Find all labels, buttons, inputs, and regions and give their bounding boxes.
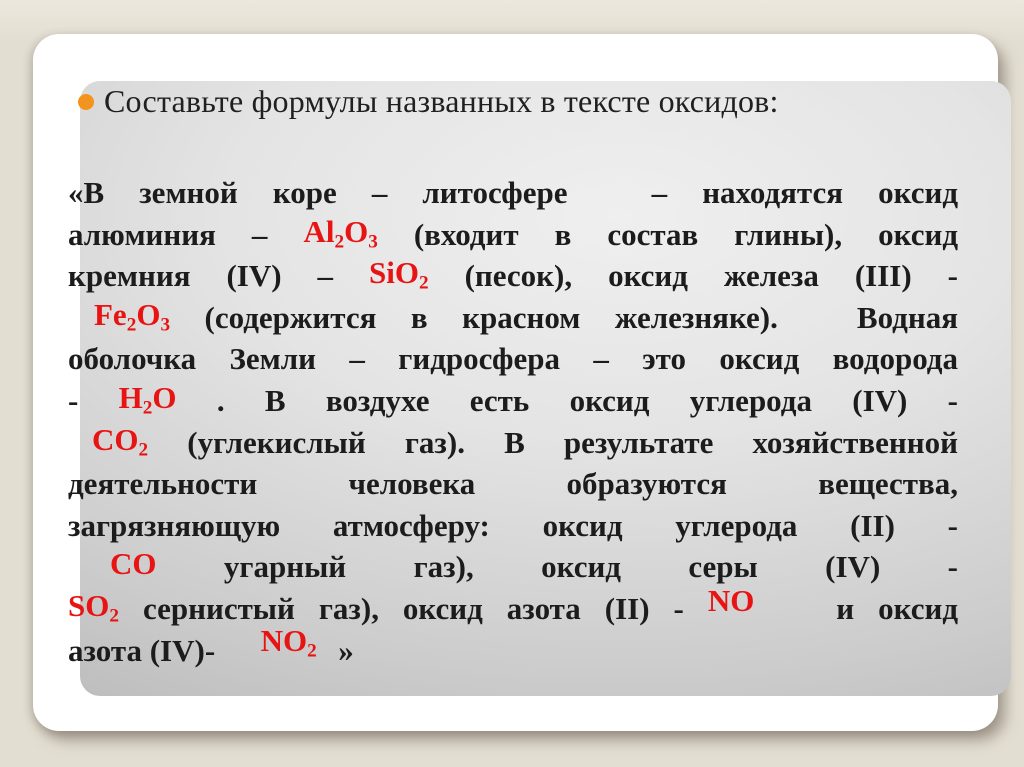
text-line	[68, 582, 959, 630]
slide-title: Составьте формулы названных в тексте оксидов:	[104, 83, 779, 119]
text-segment: алюминия –	[68, 216, 268, 252]
text-segment: загрязняющую атмосферу: оксид углерода (II) -	[68, 507, 958, 543]
subscript: 2	[334, 230, 345, 252]
subscript: 2	[109, 605, 119, 627]
text-segment: сернистый газ), оксид азота (II) -	[142, 590, 684, 626]
text-segment: – находятся оксид	[651, 175, 959, 210]
subscript: 2	[307, 639, 317, 661]
chemical-formula: $NO_2$	[260, 622, 317, 661]
chemical-formula: $Al_2O_3$	[303, 213, 378, 252]
text-segment: -	[68, 382, 79, 418]
text-segment: оболочка Земли – гидросфера – это оксид водорода	[68, 341, 958, 377]
text-segment: В воздухе есть оксид углерода (IV) -	[264, 382, 959, 418]
chemical-formula: CO	[110, 546, 157, 582]
spacer	[325, 660, 331, 661]
chemical-formula: $CO_2$	[92, 421, 149, 460]
subscript: 2	[142, 397, 153, 419]
text-segment: кремния (IV) –	[68, 258, 334, 294]
text-line	[68, 297, 958, 339]
text-line	[68, 338, 958, 380]
text-line	[68, 422, 958, 464]
paragraph	[68, 172, 958, 671]
chemical-formula: $Fe_2O_3$	[94, 296, 171, 336]
text-segment: (углекислый газ). В результате хозяйственной	[187, 424, 958, 460]
text-line	[68, 214, 958, 256]
text-line	[68, 255, 958, 297]
text-line	[68, 172, 958, 214]
text-segment: угарный газ), оксид серы (IV) -	[223, 549, 958, 585]
spacer	[812, 327, 822, 328]
text-segment: и оксид	[836, 590, 959, 626]
chemical-formula: SiO$_2$	[369, 255, 429, 294]
text-line	[68, 463, 958, 505]
chemical-formula: $SO_2$	[68, 587, 119, 627]
spacer	[223, 660, 253, 661]
text-line	[68, 622, 958, 672]
text-segment: (содержится в красном железняке).	[204, 299, 778, 335]
subscript: 3	[160, 314, 171, 336]
subscript: 3	[368, 230, 378, 252]
text-segment: Водная	[856, 299, 958, 335]
text-segment: «В земной коре – литосфере	[68, 175, 568, 210]
text-segment: .	[216, 382, 225, 418]
text-segment: »	[338, 632, 354, 668]
spacer	[778, 618, 812, 619]
subscript: 2	[138, 438, 149, 460]
chemical-formula: $H_2O$	[118, 379, 177, 419]
text-segment: азота (IV)-	[68, 632, 216, 668]
text-line	[68, 380, 958, 422]
text-segment: (песок), оксид железа (III) -	[464, 258, 958, 294]
text-line	[68, 546, 958, 588]
subscript: 2	[418, 272, 429, 294]
bullet-icon	[78, 94, 94, 110]
text-segment: деятельности человека образуются вещества,	[68, 466, 958, 502]
chemical-formula: NO	[707, 582, 755, 618]
text-line	[68, 505, 958, 547]
subscript: 2	[126, 314, 137, 336]
text-segment: (входит в состав глины), оксид	[413, 216, 959, 252]
spacer	[603, 202, 617, 203]
